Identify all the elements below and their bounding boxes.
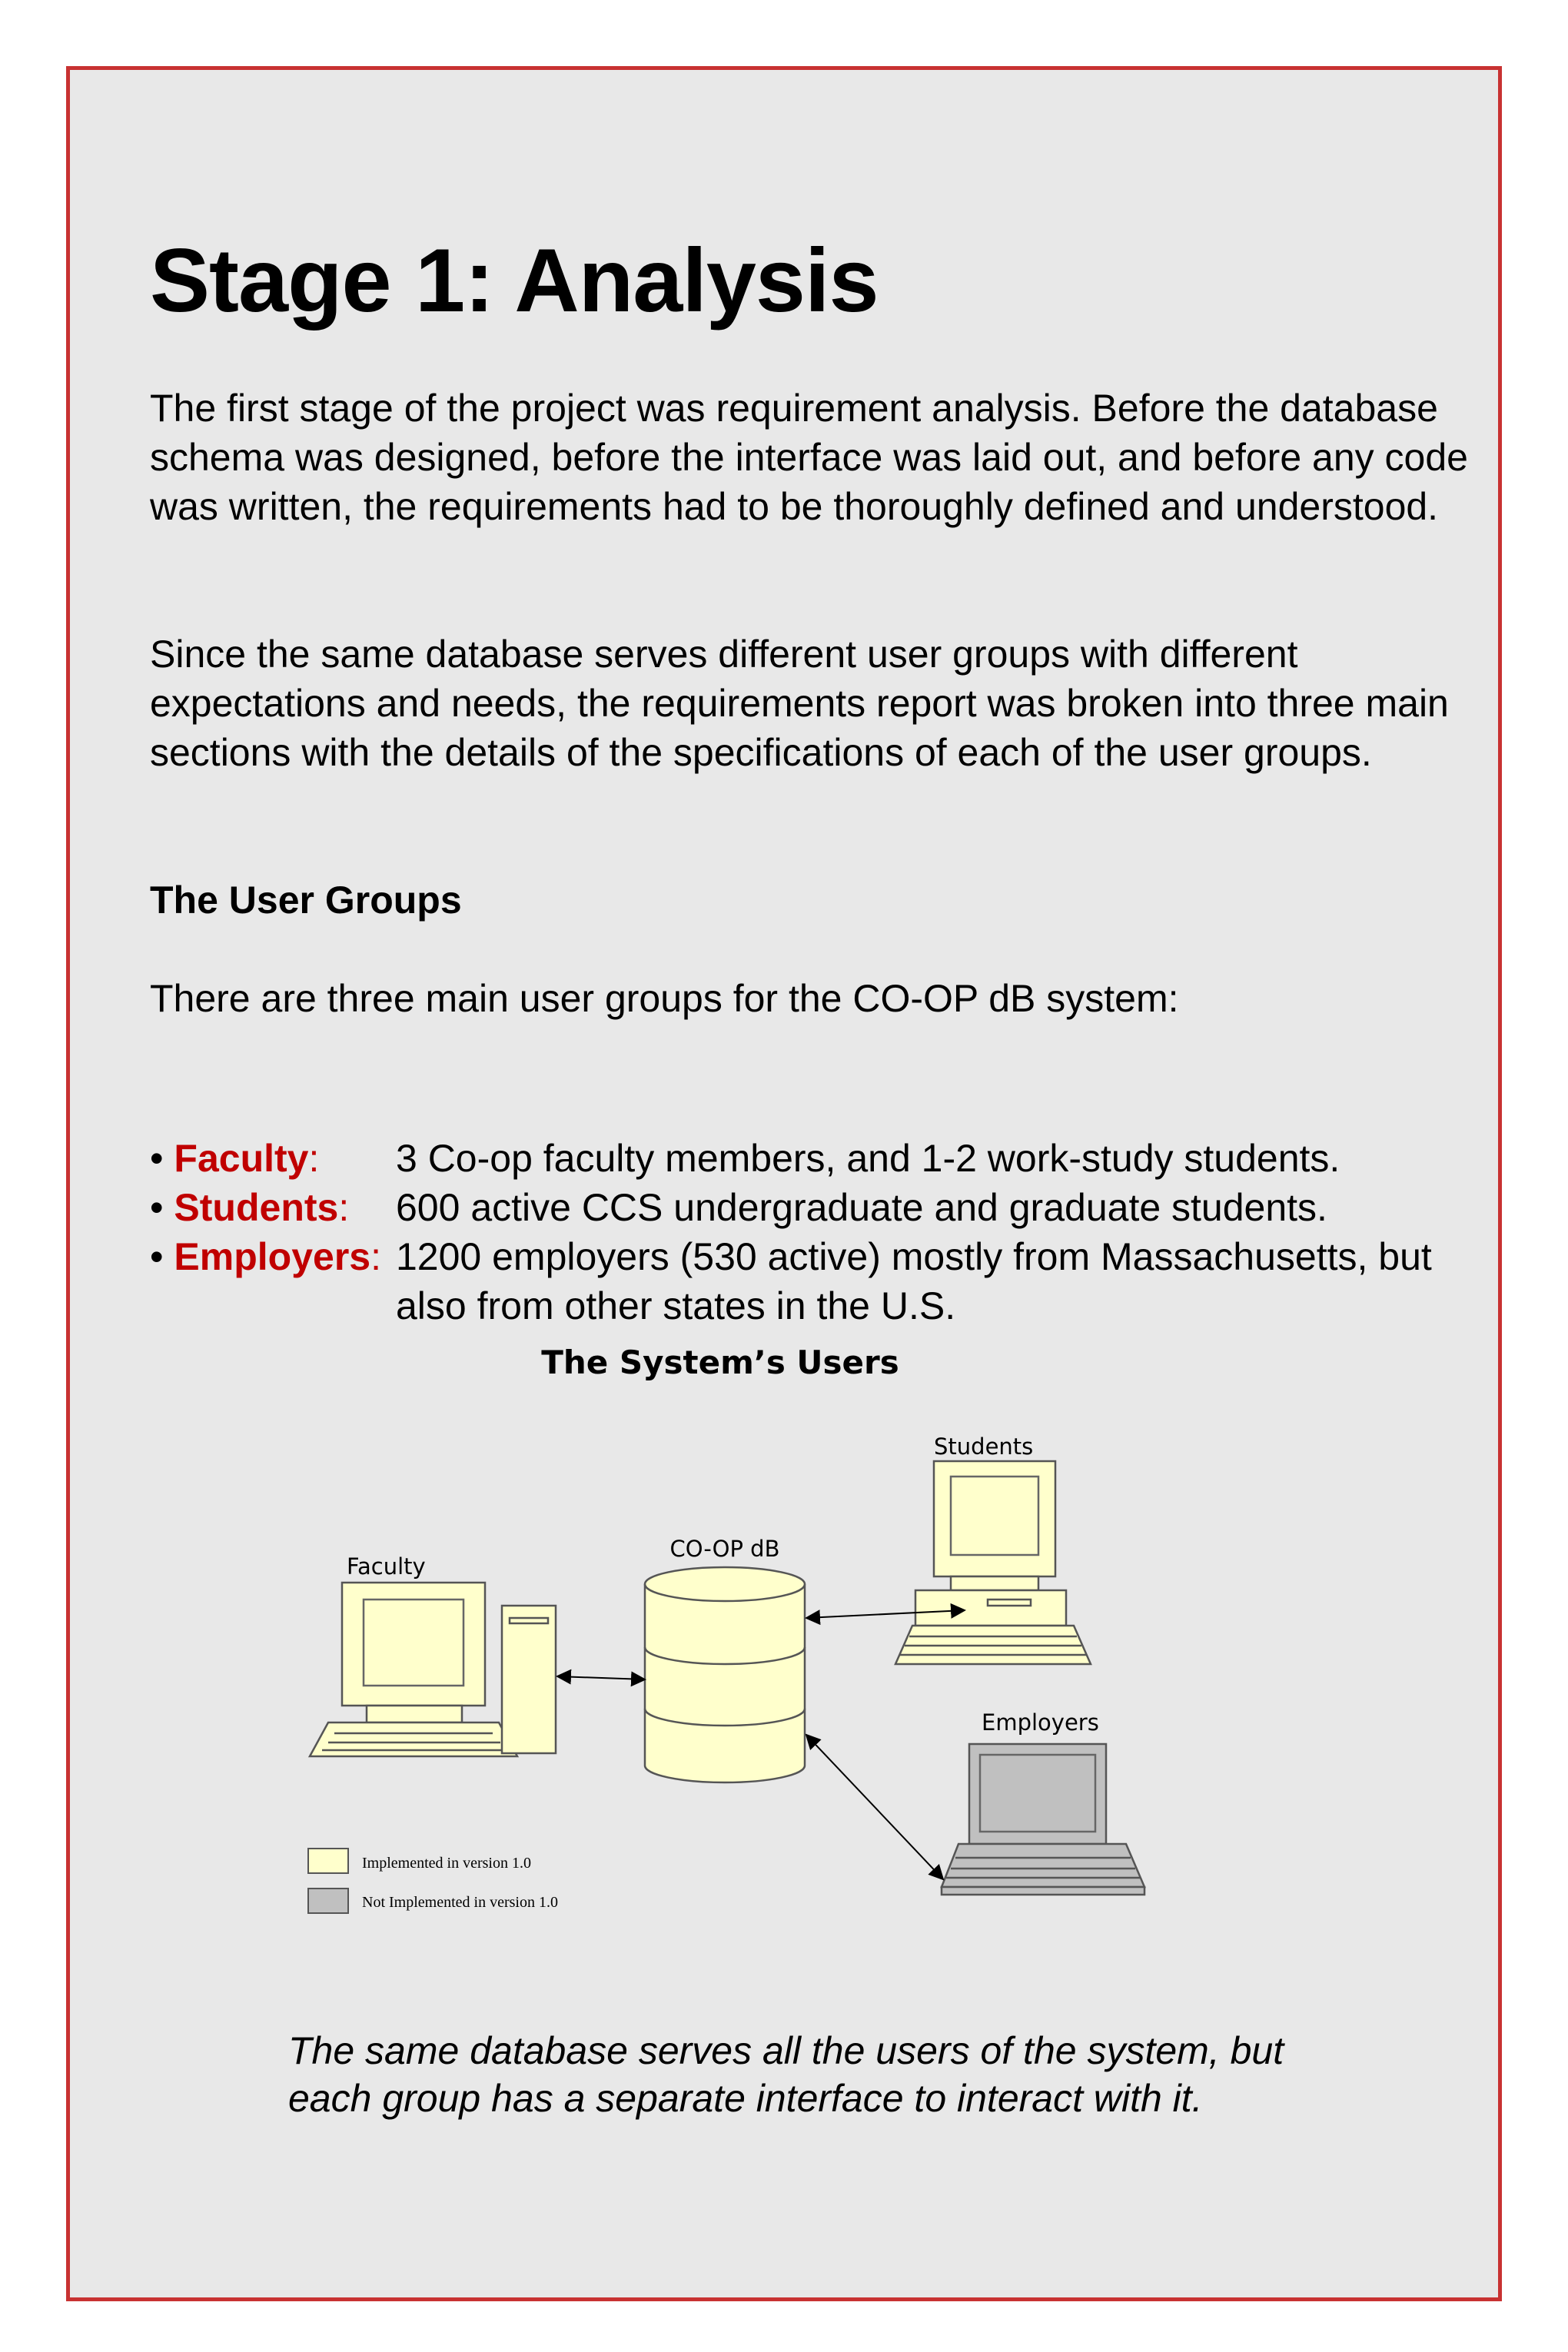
group-description: 3 Co-op faculty members, and 1-2 work-study students.	[396, 1137, 1340, 1180]
legend-swatch-not-implemented	[308, 1889, 348, 1913]
group-separator: :	[308, 1137, 320, 1180]
legend	[308, 1849, 558, 1913]
page-title: Stage 1: Analysis	[150, 230, 879, 331]
group-name: Faculty	[174, 1137, 309, 1180]
legend-label-not-implemented: Not Implemented in version 1.0	[362, 1894, 558, 1911]
students-label: Students	[934, 1433, 1034, 1460]
bullet: •	[150, 1186, 164, 1229]
database-label: CO-OP dB	[669, 1536, 780, 1562]
system-users-diagram	[70, 70, 1506, 2305]
employers-db-arrow	[806, 1735, 943, 1879]
groups-intro: There are three main user groups for the CO-OP dB system:	[150, 977, 1179, 1020]
employers-label: Employers	[982, 1709, 1099, 1736]
diagram-title: The System’s Users	[541, 1344, 899, 1381]
faculty-db-arrow	[557, 1676, 645, 1679]
group-separator: :	[370, 1235, 381, 1278]
intro-paragraph: The first stage of the project was requirement analysis. Before the database schema was designed, before the interface was laid out, and before any code was written, the requirements had to be thoroughly defined and understood.	[150, 387, 1468, 528]
bullet: •	[150, 1137, 164, 1180]
faculty-computer-icon	[310, 1583, 556, 1756]
faculty-label: Faculty	[347, 1553, 426, 1580]
legend-label-implemented: Implemented in version 1.0	[362, 1855, 531, 1872]
bullet: •	[150, 1235, 164, 1278]
employers-laptop-icon	[942, 1744, 1144, 1895]
students-computer-icon	[895, 1461, 1091, 1664]
group-description: 600 active CCS undergraduate and graduate students.	[396, 1186, 1327, 1229]
group-separator: :	[338, 1186, 350, 1229]
group-description: 1200 employers (530 active) mostly from Massachusetts, but also from other states in the U.S.	[396, 1235, 1432, 1327]
content-panel	[66, 66, 1502, 2301]
group-name: Employers	[174, 1235, 371, 1278]
database-icon	[645, 1567, 805, 1782]
user-groups-paragraph: Since the same database serves different user groups with different expectations and needs, the requirements report was broken into three main sections with the details of the specifications of each of the user groups.	[150, 633, 1449, 774]
legend-swatch-implemented	[308, 1849, 348, 1873]
section-heading: The User Groups	[150, 879, 462, 922]
diagram-caption: The same database serves all the users of the system, but each group has a separate interface to interact with it.	[288, 2029, 1284, 2120]
group-name: Students	[174, 1186, 339, 1229]
